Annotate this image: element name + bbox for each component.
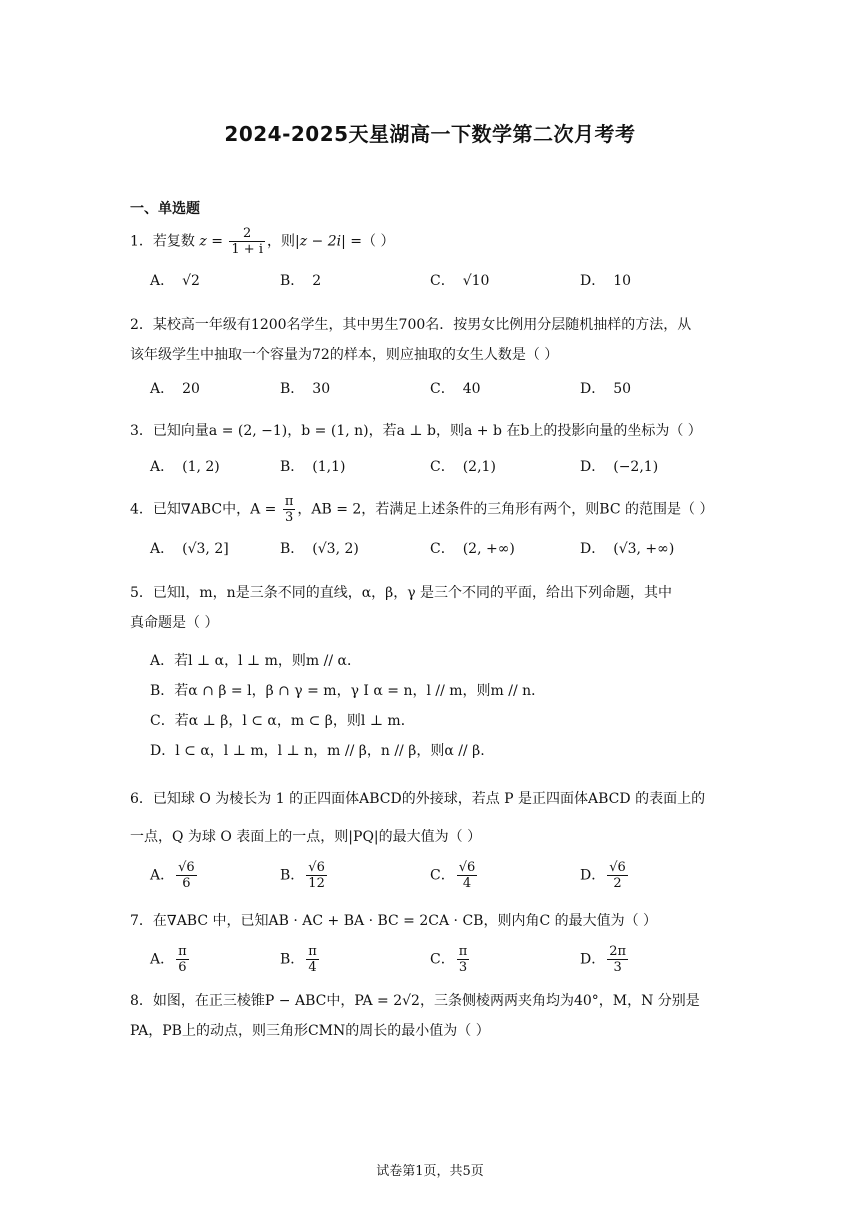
- option-label: D．: [580, 459, 606, 475]
- option-label: C．: [430, 951, 455, 968]
- option-b: [280, 944, 321, 975]
- question-number: 7．: [130, 913, 153, 929]
- option-label: B．: [280, 273, 305, 289]
- fraction-denominator: 3: [458, 960, 468, 975]
- option-label: C．: [430, 541, 455, 557]
- option-label: D．: [580, 867, 606, 884]
- option-d: [580, 456, 658, 476]
- question-number: 4．: [130, 501, 153, 518]
- option-value: (1,1): [312, 459, 346, 475]
- fraction: [306, 944, 319, 975]
- option-value: (2, +∞): [462, 541, 515, 557]
- option-d: [580, 538, 674, 558]
- option-label: A．: [150, 381, 175, 397]
- question-stem: 若复数: [152, 233, 195, 250]
- options-row: [150, 456, 750, 486]
- fraction: [283, 494, 296, 525]
- option-label: B．: [280, 541, 305, 557]
- question-stem: 在∇ABC 中，已知AB · AC + BA · BC = 2CA · CB，则内角C 的最大值为（ ）: [152, 913, 658, 929]
- fraction-denominator: 2: [613, 876, 622, 891]
- question-number: 2．: [130, 317, 153, 333]
- question-stem: （ ）: [362, 233, 395, 250]
- choice-a: A．若l ⊥ α，l ⊥ m，则m // α．: [150, 653, 361, 669]
- option-a: [150, 456, 220, 476]
- option-c: [430, 378, 481, 398]
- fraction: [306, 860, 327, 891]
- fraction-denominator: 3: [613, 960, 622, 975]
- question-number: 5．: [130, 585, 153, 601]
- question-2: [130, 310, 740, 370]
- question-number: 6．: [130, 791, 153, 807]
- question-5: [130, 578, 740, 638]
- choice-d: D．l ⊂ α，l ⊥ m，l ⊥ n，m // β，n // β，则α // β.: [150, 743, 485, 759]
- option-label: B．: [280, 459, 305, 475]
- option-a: [150, 378, 200, 398]
- fraction-denominator: 6: [182, 876, 191, 891]
- question-number: 8．: [130, 993, 153, 1009]
- option-label: D．: [580, 273, 606, 289]
- option-b: [280, 378, 330, 398]
- option-d: [580, 944, 630, 975]
- option-a: [150, 944, 191, 975]
- question-stem: 真命题是（ ）: [130, 615, 219, 631]
- option-c: [430, 944, 471, 975]
- option-d: [580, 378, 631, 398]
- option-c: [430, 538, 515, 558]
- math-expr: |z − 2i| =: [294, 233, 362, 250]
- option-label: D．: [580, 951, 606, 968]
- question-stem: 已知∇ABC中，A =: [152, 501, 277, 518]
- fraction-numerator: 2: [229, 226, 265, 242]
- question-6: [130, 784, 740, 852]
- option-label: A．: [150, 951, 175, 968]
- options-row: [150, 378, 750, 408]
- fraction-numerator: π: [284, 494, 294, 509]
- option-label: C．: [430, 867, 455, 884]
- question-4: [130, 494, 740, 525]
- fraction-numerator: √6: [308, 860, 325, 875]
- option-label: A．: [150, 273, 175, 289]
- option-value: √2: [182, 273, 200, 289]
- question-number: 3．: [130, 423, 153, 439]
- option-label: C．: [430, 459, 455, 475]
- page-title: 2024-2025天星湖高一下数学第二次月考考: [224, 122, 636, 146]
- option-value: 40: [462, 381, 481, 397]
- question-8: [130, 986, 740, 1046]
- option-b: [280, 456, 346, 476]
- fraction-denominator: 12: [308, 876, 325, 891]
- options-row: [150, 538, 750, 568]
- fraction: [457, 860, 478, 891]
- question-stem: 已知向量a = (2, −1)，b = (1, n)，若a ⊥ b，则a + b 在b上的投影向量的坐标为（ ）: [152, 423, 702, 439]
- option-label: A．: [150, 867, 175, 884]
- fraction: [607, 944, 628, 975]
- fraction-numerator: π: [308, 944, 317, 959]
- fraction: [176, 860, 197, 891]
- option-d: [580, 270, 631, 290]
- option-label: D．: [580, 381, 606, 397]
- fraction-numerator: √6: [458, 860, 476, 875]
- options-row: [150, 270, 750, 300]
- question-stem: 如图，在正三棱锥P − ABC中，PA = 2√2，三条侧棱两两夹角均为40°，M，N 分别是: [152, 993, 700, 1009]
- option-label: D．: [580, 541, 606, 557]
- option-label: B．: [280, 381, 305, 397]
- option-value: 2: [312, 273, 322, 289]
- option-b: [280, 860, 329, 891]
- question-stem: 已知l，m，n是三条不同的直线，α，β，γ 是三个不同的平面，给出下列命题，其中: [152, 585, 673, 601]
- question-stem: ，AB = 2，若满足上述条件的三角形有两个，则BC 的范围是（ ）: [297, 501, 714, 518]
- fraction-numerator: 2π: [609, 944, 627, 959]
- fraction-denominator: 4: [308, 960, 317, 975]
- choice-b: B．若α ∩ β = l，β ∩ γ = m，γ I α = n，l // m，则m // n．: [150, 683, 546, 699]
- question-stem: PA，PB上的动点，则三角形CMN的周长的最小值为（ ）: [130, 1023, 490, 1039]
- fraction-denominator: 4: [462, 876, 472, 891]
- option-label: A．: [150, 459, 175, 475]
- option-a: [150, 270, 200, 290]
- fraction-denominator: 1 + i: [231, 242, 263, 257]
- math-expr: z =: [199, 233, 223, 250]
- fraction: [457, 944, 470, 975]
- page-footer: 试卷第1页，共5页: [376, 1164, 484, 1179]
- option-value: 20: [182, 381, 200, 397]
- fraction: [176, 944, 189, 975]
- fraction: [607, 860, 628, 891]
- question-7: [130, 906, 740, 936]
- option-c: [430, 456, 496, 476]
- option-label: C．: [430, 381, 455, 397]
- choice-c: C．若α ⊥ β，l ⊂ α，m ⊂ β，则l ⊥ m．: [150, 713, 415, 729]
- option-value: (−2,1): [613, 459, 659, 475]
- fraction-numerator: √6: [609, 860, 626, 875]
- option-value: 10: [613, 273, 632, 289]
- option-value: (2,1): [462, 459, 496, 475]
- option-a: [150, 860, 199, 891]
- option-c: [430, 860, 479, 891]
- section-heading: 一、单选题: [130, 201, 200, 217]
- option-label: B．: [280, 951, 305, 968]
- question-stem: 已知球 O 为棱长为 1 的正四面体ABCD的外接球，若点 P 是正四面体ABCD 的表面上的: [152, 791, 706, 807]
- option-b: [280, 538, 359, 558]
- fraction-denominator: 3: [284, 510, 294, 525]
- question-1: [130, 226, 740, 257]
- question-stem: 某校高一年级有1200名学生，其中男生700名．按男女比例用分层随机抽样的方法，从: [152, 317, 692, 333]
- fraction-numerator: √6: [178, 860, 195, 875]
- question-stem: 一点，Q 为球 O 表面上的一点，则|PQ|的最大值为（ ）: [130, 829, 482, 845]
- question-stem: ，则: [266, 233, 295, 250]
- option-a: [150, 538, 229, 558]
- option-b: [280, 270, 321, 290]
- question-3: [130, 416, 740, 446]
- option-label: C．: [430, 273, 455, 289]
- question-number: 1．: [130, 233, 153, 250]
- option-value: 30: [312, 381, 331, 397]
- option-value: (√3, 2]: [182, 541, 229, 557]
- fraction-numerator: π: [178, 944, 187, 959]
- option-value: (√3, 2): [312, 541, 359, 557]
- option-value: (√3, +∞): [613, 541, 675, 557]
- fraction: [229, 226, 265, 257]
- option-d: [580, 860, 630, 891]
- fraction-numerator: π: [458, 944, 468, 959]
- option-label: B．: [280, 867, 305, 884]
- option-value: (1, 2): [182, 459, 220, 475]
- choice-list: [150, 646, 750, 766]
- option-value: 50: [613, 381, 632, 397]
- fraction-denominator: 6: [178, 960, 187, 975]
- options-row: [150, 860, 750, 900]
- option-label: A．: [150, 541, 175, 557]
- option-c: [430, 270, 489, 290]
- options-row: [150, 944, 750, 984]
- option-value: √10: [462, 273, 490, 289]
- question-stem: 该年级学生中抽取一个容量为72的样本，则应抽取的女生人数是（ ）: [130, 347, 559, 363]
